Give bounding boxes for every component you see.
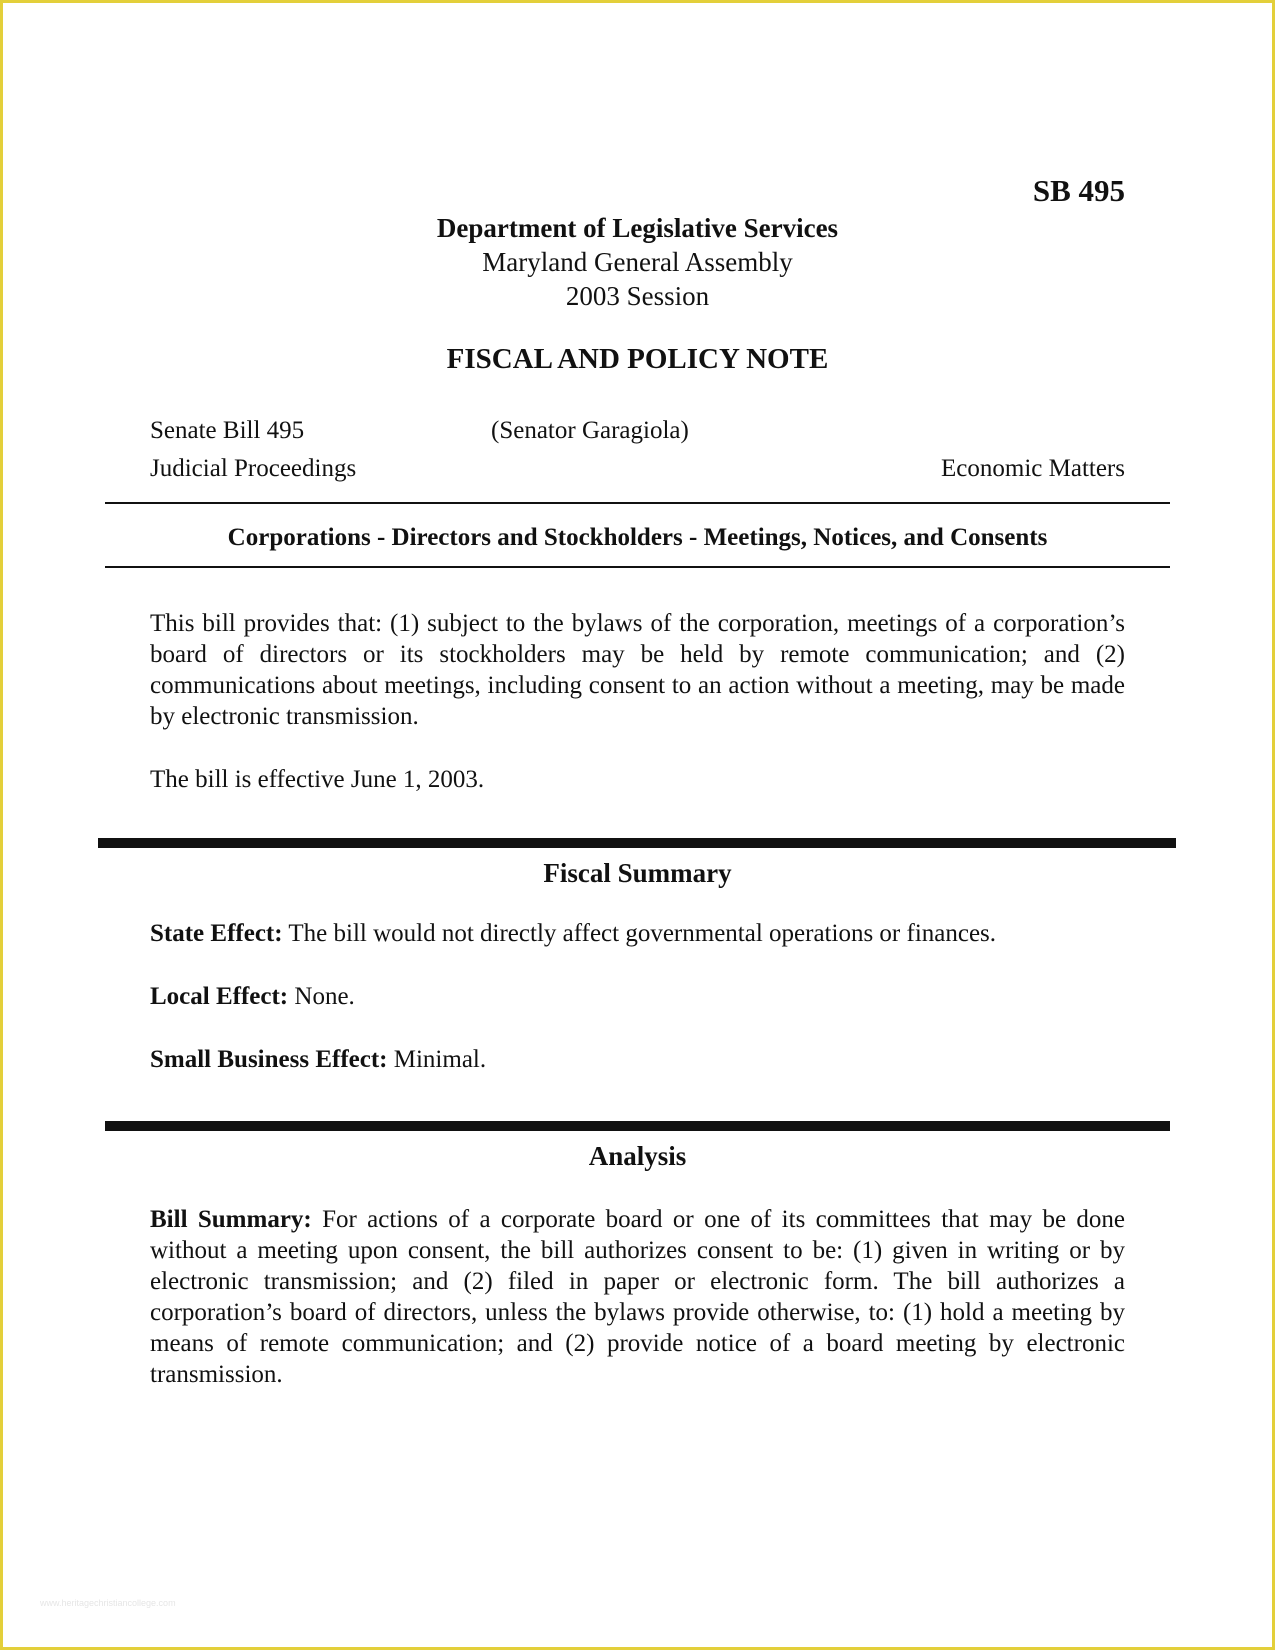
bill-id: SB 495 [1032, 173, 1125, 208]
divider-fiscal [98, 838, 1176, 848]
small-business-effect [150, 1046, 486, 1074]
state-effect-label: State Effect: [150, 920, 283, 947]
local-effect [150, 983, 355, 1011]
state-effect [150, 920, 996, 948]
intro-paragraph [150, 608, 1125, 732]
effective-date: The bill is effective June 1, 2003. [150, 766, 485, 793]
intro-text: This bill provides that: (1) subject to the bylaws of the corporation, meetings of a corporation’s board of directors or its stockholders may be held by remote communication; and (2) communications about meetings, including consent to an action without a meeting, may be made by electronic transmission. [150, 610, 1125, 730]
state-effect-text: The bill would not directly affect governmental operations or finances. [288, 920, 997, 947]
local-effect-label: Local Effect: [150, 983, 289, 1010]
local-effect-text: None. [294, 983, 355, 1010]
bill-subject: Corporations - Directors and Stockholders - Meetings, Notices, and Consents [227, 524, 1048, 551]
fiscal-summary-heading: Fiscal Summary [543, 858, 732, 888]
senate-committee: Judicial Proceedings [150, 455, 357, 482]
bill-number: Senate Bill 495 [150, 417, 305, 444]
divider-analysis [105, 1121, 1170, 1131]
assembly-name: Maryland General Assembly [482, 247, 793, 277]
house-committee: Economic Matters [941, 455, 1125, 482]
sponsor: (Senator Garagiola) [491, 417, 689, 444]
note-title: FISCAL AND POLICY NOTE [446, 343, 829, 375]
analysis-heading: Analysis [588, 1141, 687, 1171]
bill-summary-text: For actions of a corporate board or one of its committees that may be done without a meeting upon consent, the bill authorizes consent to be: (1) given in writing or by electronic transmission; and (2) filed in paper or electronic form. The bill authorizes a corporation’s board of directors, unless the bylaws provide otherwise, to: (1) hold a meeting by means of remote communication; and (2) provide notice of a board meeting by electronic transmission. [150, 1206, 1125, 1388]
small-business-effect-text: Minimal. [393, 1046, 487, 1073]
bill-summary-paragraph [150, 1204, 1125, 1390]
session-year: 2003 Session [565, 281, 710, 311]
small-business-effect-label: Small Business Effect: [150, 1046, 388, 1073]
department-name: Department of Legislative Services [436, 213, 839, 243]
divider-top [105, 502, 1170, 504]
divider-subject [105, 566, 1170, 568]
watermark: www.heritagechristiancollege.com [40, 1598, 176, 1608]
bill-summary-label: Bill Summary: [150, 1206, 312, 1233]
